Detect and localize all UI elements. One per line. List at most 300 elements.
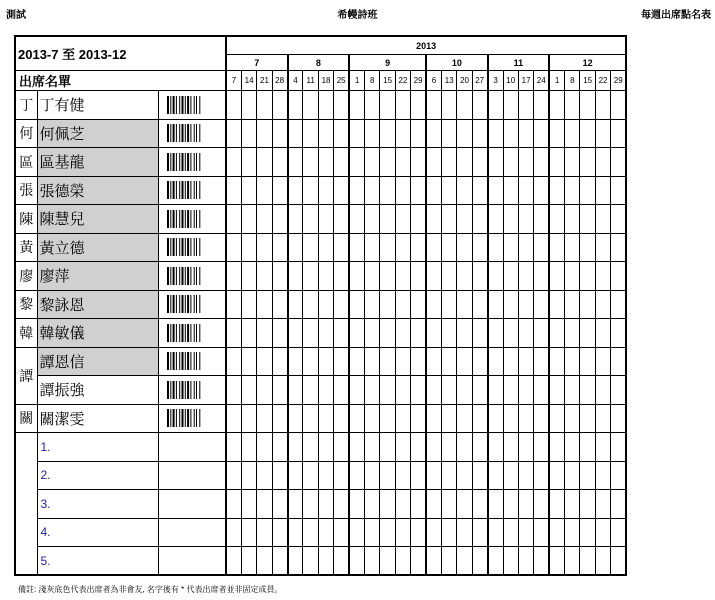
attendance-cell[interactable] bbox=[534, 433, 549, 462]
attendance-cell[interactable] bbox=[595, 290, 610, 319]
attendance-cell[interactable] bbox=[411, 404, 426, 433]
attendance-cell[interactable] bbox=[334, 433, 349, 462]
attendance-cell[interactable] bbox=[549, 347, 564, 376]
attendance-cell[interactable] bbox=[426, 205, 441, 234]
attendance-cell[interactable] bbox=[534, 262, 549, 291]
attendance-cell[interactable] bbox=[241, 205, 256, 234]
attendance-cell[interactable] bbox=[457, 233, 472, 262]
attendance-cell[interactable] bbox=[534, 490, 549, 519]
attendance-cell[interactable] bbox=[565, 148, 580, 177]
attendance-cell[interactable] bbox=[426, 490, 441, 519]
attendance-cell[interactable] bbox=[518, 205, 533, 234]
attendance-cell[interactable] bbox=[488, 205, 503, 234]
blank-name-field[interactable]: 1. bbox=[37, 433, 158, 462]
attendance-cell[interactable] bbox=[426, 290, 441, 319]
attendance-cell[interactable] bbox=[303, 290, 318, 319]
attendance-cell[interactable] bbox=[334, 119, 349, 148]
attendance-cell[interactable] bbox=[365, 148, 380, 177]
attendance-cell[interactable] bbox=[580, 148, 595, 177]
attendance-cell[interactable] bbox=[595, 461, 610, 490]
attendance-cell[interactable] bbox=[380, 490, 395, 519]
attendance-cell[interactable] bbox=[334, 319, 349, 348]
attendance-cell[interactable] bbox=[518, 461, 533, 490]
attendance-cell[interactable] bbox=[426, 518, 441, 547]
attendance-cell[interactable] bbox=[226, 518, 241, 547]
attendance-cell[interactable] bbox=[565, 433, 580, 462]
attendance-cell[interactable] bbox=[611, 518, 626, 547]
attendance-cell[interactable] bbox=[488, 262, 503, 291]
attendance-cell[interactable] bbox=[565, 91, 580, 120]
attendance-cell[interactable] bbox=[318, 347, 333, 376]
attendance-cell[interactable] bbox=[549, 547, 564, 576]
attendance-cell[interactable] bbox=[349, 119, 364, 148]
attendance-cell[interactable] bbox=[334, 262, 349, 291]
attendance-cell[interactable] bbox=[580, 490, 595, 519]
attendance-cell[interactable] bbox=[611, 433, 626, 462]
attendance-cell[interactable] bbox=[611, 119, 626, 148]
attendance-cell[interactable] bbox=[611, 490, 626, 519]
attendance-cell[interactable] bbox=[272, 91, 287, 120]
attendance-cell[interactable] bbox=[272, 376, 287, 405]
attendance-cell[interactable] bbox=[380, 347, 395, 376]
attendance-cell[interactable] bbox=[303, 433, 318, 462]
attendance-cell[interactable] bbox=[257, 91, 272, 120]
attendance-cell[interactable] bbox=[288, 205, 303, 234]
attendance-cell[interactable] bbox=[611, 176, 626, 205]
attendance-cell[interactable] bbox=[488, 376, 503, 405]
attendance-cell[interactable] bbox=[565, 262, 580, 291]
attendance-cell[interactable] bbox=[441, 376, 456, 405]
attendance-cell[interactable] bbox=[441, 205, 456, 234]
attendance-cell[interactable] bbox=[549, 205, 564, 234]
attendance-cell[interactable] bbox=[411, 376, 426, 405]
attendance-cell[interactable] bbox=[595, 404, 610, 433]
attendance-cell[interactable] bbox=[318, 547, 333, 576]
attendance-cell[interactable] bbox=[426, 547, 441, 576]
attendance-cell[interactable] bbox=[380, 91, 395, 120]
attendance-cell[interactable] bbox=[288, 148, 303, 177]
attendance-cell[interactable] bbox=[365, 319, 380, 348]
attendance-cell[interactable] bbox=[334, 233, 349, 262]
attendance-cell[interactable] bbox=[226, 319, 241, 348]
attendance-cell[interactable] bbox=[549, 461, 564, 490]
attendance-cell[interactable] bbox=[595, 518, 610, 547]
attendance-cell[interactable] bbox=[365, 119, 380, 148]
blank-name-field[interactable]: 3. bbox=[37, 490, 158, 519]
attendance-cell[interactable] bbox=[303, 176, 318, 205]
attendance-cell[interactable] bbox=[349, 490, 364, 519]
attendance-cell[interactable] bbox=[503, 518, 518, 547]
attendance-cell[interactable] bbox=[395, 176, 410, 205]
attendance-cell[interactable] bbox=[580, 376, 595, 405]
attendance-cell[interactable] bbox=[226, 148, 241, 177]
attendance-cell[interactable] bbox=[611, 233, 626, 262]
attendance-cell[interactable] bbox=[534, 547, 549, 576]
attendance-cell[interactable] bbox=[334, 518, 349, 547]
attendance-cell[interactable] bbox=[380, 433, 395, 462]
attendance-cell[interactable] bbox=[318, 319, 333, 348]
attendance-cell[interactable] bbox=[257, 461, 272, 490]
attendance-cell[interactable] bbox=[288, 91, 303, 120]
attendance-cell[interactable] bbox=[257, 205, 272, 234]
attendance-cell[interactable] bbox=[565, 490, 580, 519]
attendance-cell[interactable] bbox=[241, 347, 256, 376]
attendance-cell[interactable] bbox=[411, 319, 426, 348]
attendance-cell[interactable] bbox=[549, 490, 564, 519]
attendance-cell[interactable] bbox=[395, 347, 410, 376]
attendance-cell[interactable] bbox=[457, 119, 472, 148]
attendance-cell[interactable] bbox=[518, 433, 533, 462]
attendance-cell[interactable] bbox=[272, 119, 287, 148]
attendance-cell[interactable] bbox=[580, 404, 595, 433]
attendance-cell[interactable] bbox=[257, 404, 272, 433]
attendance-cell[interactable] bbox=[288, 518, 303, 547]
attendance-cell[interactable] bbox=[411, 290, 426, 319]
attendance-cell[interactable] bbox=[365, 290, 380, 319]
attendance-cell[interactable] bbox=[411, 433, 426, 462]
attendance-cell[interactable] bbox=[318, 262, 333, 291]
attendance-cell[interactable] bbox=[257, 347, 272, 376]
attendance-cell[interactable] bbox=[272, 319, 287, 348]
attendance-cell[interactable] bbox=[457, 148, 472, 177]
attendance-cell[interactable] bbox=[349, 148, 364, 177]
attendance-cell[interactable] bbox=[565, 176, 580, 205]
attendance-cell[interactable] bbox=[534, 319, 549, 348]
attendance-cell[interactable] bbox=[349, 290, 364, 319]
attendance-cell[interactable] bbox=[426, 176, 441, 205]
attendance-cell[interactable] bbox=[595, 262, 610, 291]
attendance-cell[interactable] bbox=[334, 205, 349, 234]
attendance-cell[interactable] bbox=[272, 262, 287, 291]
attendance-cell[interactable] bbox=[611, 262, 626, 291]
attendance-cell[interactable] bbox=[534, 119, 549, 148]
attendance-cell[interactable] bbox=[580, 319, 595, 348]
attendance-cell[interactable] bbox=[226, 376, 241, 405]
attendance-cell[interactable] bbox=[288, 233, 303, 262]
attendance-cell[interactable] bbox=[534, 148, 549, 177]
attendance-cell[interactable] bbox=[380, 148, 395, 177]
attendance-cell[interactable] bbox=[549, 119, 564, 148]
attendance-cell[interactable] bbox=[595, 319, 610, 348]
attendance-cell[interactable] bbox=[303, 518, 318, 547]
attendance-cell[interactable] bbox=[472, 205, 487, 234]
attendance-cell[interactable] bbox=[565, 119, 580, 148]
attendance-cell[interactable] bbox=[580, 205, 595, 234]
attendance-cell[interactable] bbox=[595, 376, 610, 405]
attendance-cell[interactable] bbox=[549, 91, 564, 120]
attendance-cell[interactable] bbox=[365, 233, 380, 262]
attendance-cell[interactable] bbox=[257, 290, 272, 319]
attendance-cell[interactable] bbox=[580, 347, 595, 376]
attendance-cell[interactable] bbox=[303, 461, 318, 490]
attendance-cell[interactable] bbox=[288, 290, 303, 319]
attendance-cell[interactable] bbox=[303, 119, 318, 148]
attendance-cell[interactable] bbox=[226, 433, 241, 462]
attendance-cell[interactable] bbox=[226, 547, 241, 576]
attendance-cell[interactable] bbox=[380, 119, 395, 148]
attendance-cell[interactable] bbox=[426, 376, 441, 405]
attendance-cell[interactable] bbox=[426, 319, 441, 348]
attendance-cell[interactable] bbox=[411, 547, 426, 576]
attendance-cell[interactable] bbox=[303, 148, 318, 177]
attendance-cell[interactable] bbox=[503, 262, 518, 291]
attendance-cell[interactable] bbox=[580, 290, 595, 319]
attendance-cell[interactable] bbox=[534, 233, 549, 262]
attendance-cell[interactable] bbox=[411, 119, 426, 148]
attendance-cell[interactable] bbox=[318, 461, 333, 490]
attendance-cell[interactable] bbox=[303, 490, 318, 519]
attendance-cell[interactable] bbox=[411, 518, 426, 547]
attendance-cell[interactable] bbox=[365, 91, 380, 120]
attendance-cell[interactable] bbox=[580, 119, 595, 148]
attendance-cell[interactable] bbox=[257, 433, 272, 462]
attendance-cell[interactable] bbox=[365, 461, 380, 490]
attendance-cell[interactable] bbox=[472, 262, 487, 291]
attendance-cell[interactable] bbox=[488, 148, 503, 177]
attendance-cell[interactable] bbox=[472, 319, 487, 348]
attendance-cell[interactable] bbox=[426, 119, 441, 148]
attendance-cell[interactable] bbox=[565, 376, 580, 405]
attendance-cell[interactable] bbox=[334, 404, 349, 433]
attendance-cell[interactable] bbox=[472, 119, 487, 148]
attendance-cell[interactable] bbox=[226, 290, 241, 319]
attendance-cell[interactable] bbox=[457, 461, 472, 490]
attendance-cell[interactable] bbox=[334, 91, 349, 120]
attendance-cell[interactable] bbox=[272, 148, 287, 177]
attendance-cell[interactable] bbox=[288, 119, 303, 148]
attendance-cell[interactable] bbox=[534, 347, 549, 376]
attendance-cell[interactable] bbox=[349, 91, 364, 120]
attendance-cell[interactable] bbox=[349, 433, 364, 462]
attendance-cell[interactable] bbox=[380, 461, 395, 490]
attendance-cell[interactable] bbox=[334, 148, 349, 177]
attendance-cell[interactable] bbox=[441, 347, 456, 376]
attendance-cell[interactable] bbox=[580, 433, 595, 462]
attendance-cell[interactable] bbox=[380, 233, 395, 262]
attendance-cell[interactable] bbox=[411, 205, 426, 234]
attendance-cell[interactable] bbox=[288, 376, 303, 405]
attendance-cell[interactable] bbox=[226, 262, 241, 291]
attendance-cell[interactable] bbox=[457, 262, 472, 291]
attendance-cell[interactable] bbox=[549, 233, 564, 262]
attendance-cell[interactable] bbox=[303, 205, 318, 234]
attendance-cell[interactable] bbox=[349, 233, 364, 262]
attendance-cell[interactable] bbox=[580, 91, 595, 120]
attendance-cell[interactable] bbox=[503, 205, 518, 234]
attendance-cell[interactable] bbox=[426, 347, 441, 376]
attendance-cell[interactable] bbox=[472, 433, 487, 462]
attendance-cell[interactable] bbox=[226, 233, 241, 262]
attendance-cell[interactable] bbox=[380, 319, 395, 348]
attendance-cell[interactable] bbox=[565, 233, 580, 262]
attendance-cell[interactable] bbox=[518, 376, 533, 405]
attendance-cell[interactable] bbox=[395, 433, 410, 462]
attendance-cell[interactable] bbox=[395, 376, 410, 405]
attendance-cell[interactable] bbox=[365, 547, 380, 576]
attendance-cell[interactable] bbox=[580, 547, 595, 576]
attendance-cell[interactable] bbox=[395, 91, 410, 120]
attendance-cell[interactable] bbox=[565, 347, 580, 376]
attendance-cell[interactable] bbox=[565, 518, 580, 547]
attendance-cell[interactable] bbox=[488, 91, 503, 120]
attendance-cell[interactable] bbox=[257, 319, 272, 348]
attendance-cell[interactable] bbox=[395, 547, 410, 576]
attendance-cell[interactable] bbox=[488, 490, 503, 519]
attendance-cell[interactable] bbox=[411, 176, 426, 205]
attendance-cell[interactable] bbox=[241, 319, 256, 348]
attendance-cell[interactable] bbox=[241, 461, 256, 490]
attendance-cell[interactable] bbox=[365, 176, 380, 205]
attendance-cell[interactable] bbox=[303, 91, 318, 120]
attendance-cell[interactable] bbox=[441, 490, 456, 519]
attendance-cell[interactable] bbox=[365, 205, 380, 234]
attendance-cell[interactable] bbox=[441, 518, 456, 547]
attendance-cell[interactable] bbox=[518, 119, 533, 148]
attendance-cell[interactable] bbox=[426, 404, 441, 433]
attendance-cell[interactable] bbox=[257, 176, 272, 205]
attendance-cell[interactable] bbox=[380, 262, 395, 291]
attendance-cell[interactable] bbox=[518, 404, 533, 433]
attendance-cell[interactable] bbox=[272, 490, 287, 519]
attendance-cell[interactable] bbox=[318, 119, 333, 148]
attendance-cell[interactable] bbox=[288, 404, 303, 433]
attendance-cell[interactable] bbox=[380, 404, 395, 433]
attendance-cell[interactable] bbox=[380, 205, 395, 234]
attendance-cell[interactable] bbox=[503, 433, 518, 462]
attendance-cell[interactable] bbox=[488, 233, 503, 262]
attendance-cell[interactable] bbox=[534, 404, 549, 433]
attendance-cell[interactable] bbox=[457, 176, 472, 205]
attendance-cell[interactable] bbox=[272, 347, 287, 376]
attendance-cell[interactable] bbox=[395, 119, 410, 148]
attendance-cell[interactable] bbox=[611, 404, 626, 433]
attendance-cell[interactable] bbox=[565, 205, 580, 234]
attendance-cell[interactable] bbox=[241, 490, 256, 519]
attendance-cell[interactable] bbox=[288, 347, 303, 376]
attendance-cell[interactable] bbox=[318, 376, 333, 405]
attendance-cell[interactable] bbox=[318, 404, 333, 433]
attendance-cell[interactable] bbox=[395, 319, 410, 348]
attendance-cell[interactable] bbox=[380, 547, 395, 576]
attendance-cell[interactable] bbox=[488, 319, 503, 348]
attendance-cell[interactable] bbox=[226, 490, 241, 519]
attendance-cell[interactable] bbox=[472, 547, 487, 576]
attendance-cell[interactable] bbox=[503, 148, 518, 177]
attendance-cell[interactable] bbox=[365, 490, 380, 519]
attendance-cell[interactable] bbox=[595, 205, 610, 234]
attendance-cell[interactable] bbox=[611, 461, 626, 490]
attendance-cell[interactable] bbox=[241, 376, 256, 405]
attendance-cell[interactable] bbox=[349, 376, 364, 405]
attendance-cell[interactable] bbox=[457, 91, 472, 120]
attendance-cell[interactable] bbox=[257, 119, 272, 148]
attendance-cell[interactable] bbox=[595, 347, 610, 376]
attendance-cell[interactable] bbox=[503, 490, 518, 519]
attendance-cell[interactable] bbox=[580, 262, 595, 291]
attendance-cell[interactable] bbox=[334, 347, 349, 376]
attendance-cell[interactable] bbox=[457, 205, 472, 234]
attendance-cell[interactable] bbox=[288, 433, 303, 462]
attendance-cell[interactable] bbox=[549, 290, 564, 319]
attendance-cell[interactable] bbox=[595, 176, 610, 205]
attendance-cell[interactable] bbox=[226, 176, 241, 205]
attendance-cell[interactable] bbox=[595, 148, 610, 177]
attendance-cell[interactable] bbox=[611, 91, 626, 120]
attendance-cell[interactable] bbox=[380, 176, 395, 205]
attendance-cell[interactable] bbox=[226, 205, 241, 234]
attendance-cell[interactable] bbox=[288, 262, 303, 291]
attendance-cell[interactable] bbox=[595, 490, 610, 519]
attendance-cell[interactable] bbox=[426, 148, 441, 177]
attendance-cell[interactable] bbox=[288, 547, 303, 576]
attendance-cell[interactable] bbox=[441, 290, 456, 319]
attendance-cell[interactable] bbox=[349, 404, 364, 433]
attendance-cell[interactable] bbox=[380, 376, 395, 405]
attendance-cell[interactable] bbox=[303, 347, 318, 376]
attendance-cell[interactable] bbox=[318, 91, 333, 120]
attendance-cell[interactable] bbox=[426, 461, 441, 490]
attendance-cell[interactable] bbox=[272, 518, 287, 547]
attendance-cell[interactable] bbox=[472, 461, 487, 490]
attendance-cell[interactable] bbox=[318, 205, 333, 234]
attendance-cell[interactable] bbox=[518, 290, 533, 319]
attendance-cell[interactable] bbox=[503, 404, 518, 433]
attendance-cell[interactable] bbox=[241, 290, 256, 319]
attendance-cell[interactable] bbox=[288, 176, 303, 205]
attendance-cell[interactable] bbox=[503, 347, 518, 376]
attendance-cell[interactable] bbox=[534, 205, 549, 234]
attendance-cell[interactable] bbox=[534, 290, 549, 319]
attendance-cell[interactable] bbox=[488, 290, 503, 319]
attendance-cell[interactable] bbox=[303, 262, 318, 291]
attendance-cell[interactable] bbox=[503, 319, 518, 348]
attendance-cell[interactable] bbox=[226, 404, 241, 433]
attendance-cell[interactable] bbox=[303, 319, 318, 348]
attendance-cell[interactable] bbox=[472, 91, 487, 120]
attendance-cell[interactable] bbox=[611, 290, 626, 319]
attendance-cell[interactable] bbox=[595, 547, 610, 576]
attendance-cell[interactable] bbox=[365, 518, 380, 547]
attendance-cell[interactable] bbox=[318, 176, 333, 205]
attendance-cell[interactable] bbox=[365, 347, 380, 376]
attendance-cell[interactable] bbox=[457, 347, 472, 376]
attendance-cell[interactable] bbox=[472, 148, 487, 177]
attendance-cell[interactable] bbox=[503, 176, 518, 205]
attendance-cell[interactable] bbox=[395, 233, 410, 262]
attendance-cell[interactable] bbox=[272, 176, 287, 205]
attendance-cell[interactable] bbox=[303, 404, 318, 433]
attendance-cell[interactable] bbox=[441, 547, 456, 576]
attendance-cell[interactable] bbox=[595, 233, 610, 262]
attendance-cell[interactable] bbox=[518, 518, 533, 547]
attendance-cell[interactable] bbox=[441, 119, 456, 148]
attendance-cell[interactable] bbox=[380, 290, 395, 319]
attendance-cell[interactable] bbox=[241, 119, 256, 148]
attendance-cell[interactable] bbox=[472, 490, 487, 519]
attendance-cell[interactable] bbox=[272, 461, 287, 490]
attendance-cell[interactable] bbox=[441, 176, 456, 205]
attendance-cell[interactable] bbox=[518, 490, 533, 519]
attendance-cell[interactable] bbox=[241, 404, 256, 433]
attendance-cell[interactable] bbox=[411, 490, 426, 519]
attendance-cell[interactable] bbox=[503, 547, 518, 576]
attendance-cell[interactable] bbox=[503, 376, 518, 405]
attendance-cell[interactable] bbox=[488, 547, 503, 576]
attendance-cell[interactable] bbox=[426, 91, 441, 120]
attendance-cell[interactable] bbox=[472, 404, 487, 433]
attendance-cell[interactable] bbox=[365, 262, 380, 291]
attendance-cell[interactable] bbox=[365, 404, 380, 433]
